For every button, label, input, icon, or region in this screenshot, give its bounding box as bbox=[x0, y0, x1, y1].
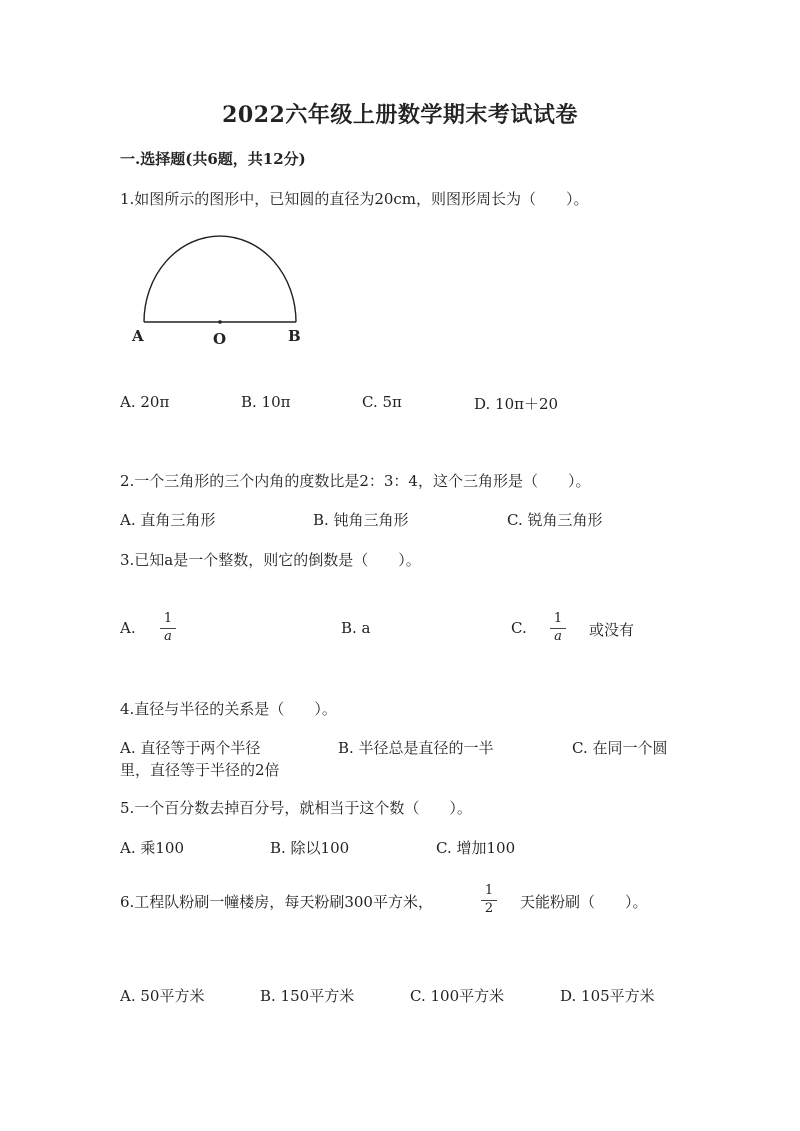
q6-fraction bbox=[481, 883, 497, 917]
q3-option-a-fraction bbox=[160, 611, 176, 645]
point-a-label: A bbox=[132, 327, 144, 345]
question-6-text: 6.工程队粉刷一幢楼房，每天粉刷300平方米， bbox=[120, 893, 433, 911]
q6-option-a[interactable]: A. 50平方米 bbox=[120, 987, 205, 1005]
q3-option-a-label[interactable]: A. bbox=[120, 619, 136, 637]
fraction-denominator: 2 bbox=[484, 901, 494, 916]
section-heading: 一.选择题(共6题，共12分) bbox=[120, 150, 306, 168]
question-2-text: 2.一个三角形的三个内角的度数比是2：3：4，这个三角形是（ ）。 bbox=[120, 472, 591, 490]
q2-option-b[interactable]: B. 钝角三角形 bbox=[313, 511, 409, 529]
q3-option-c-suffix: 或没有 bbox=[589, 621, 635, 639]
q4-option-c[interactable]: C. 在同一个圆 bbox=[572, 739, 668, 757]
fraction-denominator: a bbox=[554, 629, 562, 644]
semicircle-arc bbox=[144, 236, 296, 322]
q2-option-c[interactable]: C. 锐角三角形 bbox=[507, 511, 603, 529]
q5-option-c[interactable]: C. 增加100 bbox=[436, 839, 516, 857]
q6-option-b[interactable]: B. 150平方米 bbox=[260, 987, 355, 1005]
q1-option-d[interactable]: D. 10π＋20 bbox=[474, 395, 559, 413]
point-b-label: B bbox=[288, 327, 301, 345]
point-o-label: O bbox=[213, 330, 227, 348]
fraction-numerator: 1 bbox=[160, 611, 176, 629]
page-title: 2022六年级上册数学期末考试试卷 bbox=[222, 102, 578, 128]
q4-option-c-continued: 里，直径等于半径的2倍 bbox=[120, 761, 280, 779]
center-point bbox=[218, 320, 222, 324]
q6-option-c[interactable]: C. 100平方米 bbox=[410, 987, 505, 1005]
question-5-text: 5.一个百分数去掉百分号，就相当于这个数（ ）。 bbox=[120, 799, 472, 817]
fraction-numerator: 1 bbox=[550, 611, 566, 629]
q6-option-d[interactable]: D. 105平方米 bbox=[560, 987, 655, 1005]
question-4-text: 4.直径与半径的关系是（ ）。 bbox=[120, 700, 337, 718]
q4-option-a[interactable]: A. 直径等于两个半径 bbox=[120, 739, 261, 757]
fraction-denominator: a bbox=[164, 629, 172, 644]
q5-option-a[interactable]: A. 乘100 bbox=[120, 839, 184, 857]
q4-option-b[interactable]: B. 半径总是直径的一半 bbox=[338, 739, 494, 757]
q2-option-a[interactable]: A. 直角三角形 bbox=[120, 511, 216, 529]
q3-option-b[interactable]: B. a bbox=[341, 619, 371, 637]
q1-option-c[interactable]: C. 5π bbox=[362, 393, 402, 411]
fraction-numerator: 1 bbox=[481, 883, 497, 901]
q5-option-b[interactable]: B. 除以100 bbox=[270, 839, 350, 857]
q1-option-b[interactable]: B. 10π bbox=[241, 393, 291, 411]
question-6-text-after: 天能粉刷（ ）。 bbox=[520, 893, 648, 911]
q1-option-a[interactable]: A. 20π bbox=[120, 393, 170, 411]
q3-option-c-label[interactable]: C. bbox=[511, 619, 527, 637]
q3-option-c-fraction bbox=[550, 611, 566, 645]
question-1-text: 1.如图所示的图形中，已知圆的直径为20cm，则图形周长为（ ）。 bbox=[120, 190, 589, 208]
question-3-text: 3.已知a是一个整数，则它的倒数是（ ）。 bbox=[120, 551, 421, 569]
